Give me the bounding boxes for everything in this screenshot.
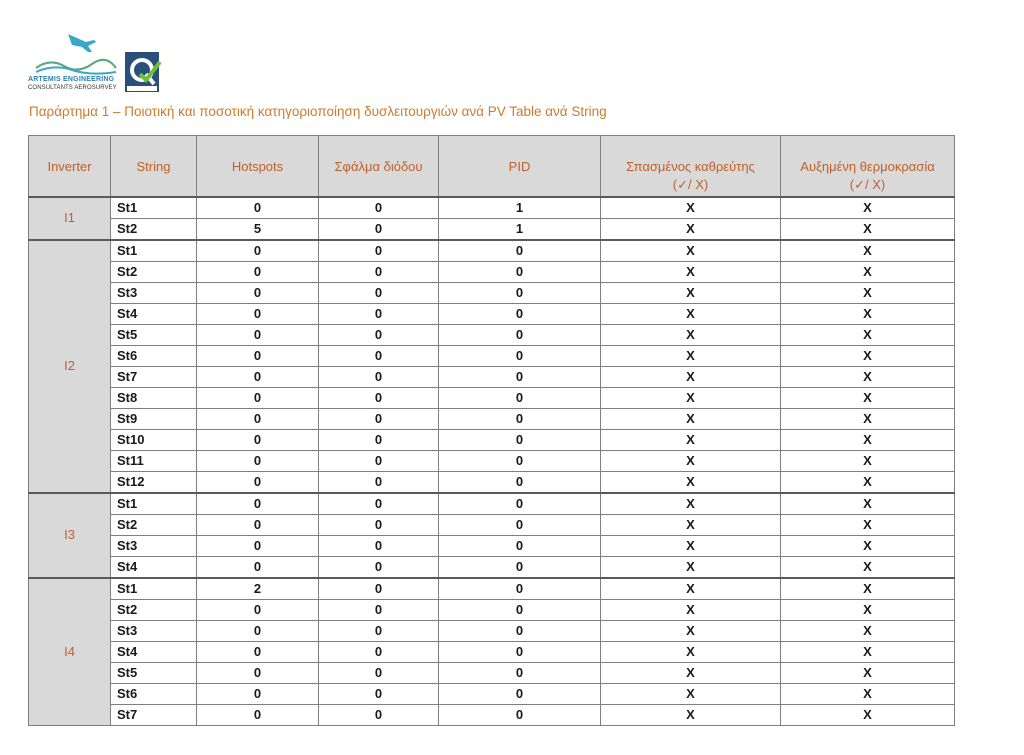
high-temperature-cell: X	[781, 620, 955, 641]
pid-cell: 0	[439, 662, 601, 683]
diode-fault-cell: 0	[319, 514, 439, 535]
fault-table	[28, 135, 955, 726]
pid-cell: 0	[439, 387, 601, 408]
string-cell: St7	[111, 366, 197, 387]
pid-cell: 0	[439, 514, 601, 535]
column-header-inverter: Inverter	[29, 136, 111, 197]
inverter-cell: I1	[29, 197, 111, 240]
broken-mirror-cell: X	[601, 450, 781, 471]
string-cell: St12	[111, 471, 197, 493]
hotspots-cell: 0	[197, 240, 319, 262]
quality-badge-icon	[125, 52, 160, 92]
column-header-diode-fault: Σφάλμα διόδου	[319, 136, 439, 197]
pid-cell: 0	[439, 429, 601, 450]
hotspots-cell: 5	[197, 218, 319, 240]
table-row	[29, 429, 955, 450]
broken-mirror-cell: X	[601, 240, 781, 262]
diode-fault-cell: 0	[319, 345, 439, 366]
broken-mirror-cell: X	[601, 366, 781, 387]
pid-cell: 1	[439, 218, 601, 240]
broken-mirror-cell: X	[601, 493, 781, 515]
hotspots-cell: 0	[197, 471, 319, 493]
table-row	[29, 303, 955, 324]
table-row	[29, 578, 955, 600]
diode-fault-cell: 0	[319, 471, 439, 493]
high-temperature-cell: X	[781, 197, 955, 219]
broken-mirror-cell: X	[601, 282, 781, 303]
pid-cell: 0	[439, 282, 601, 303]
inverter-cell: I2	[29, 240, 111, 493]
string-cell: St1	[111, 578, 197, 600]
broken-mirror-cell: X	[601, 704, 781, 725]
high-temperature-cell: X	[781, 218, 955, 240]
broken-mirror-cell: X	[601, 471, 781, 493]
table-row	[29, 408, 955, 429]
table-row	[29, 218, 955, 240]
table-body	[29, 197, 955, 726]
table-row	[29, 662, 955, 683]
diode-fault-cell: 0	[319, 493, 439, 515]
high-temperature-cell: X	[781, 429, 955, 450]
broken-mirror-cell: X	[601, 620, 781, 641]
string-cell: St3	[111, 620, 197, 641]
document-title: Παράρτημα 1 – Ποιοτική και ποσοτική κατηγοριοποίηση δυσλειτουργιών ανά PV Table ανά String	[29, 104, 607, 119]
pid-cell: 0	[439, 578, 601, 600]
diode-fault-cell: 0	[319, 197, 439, 219]
diode-fault-cell: 0	[319, 535, 439, 556]
hotspots-cell: 0	[197, 514, 319, 535]
table-row	[29, 599, 955, 620]
column-header-high-temperature: Αυξημένη θερμοκρασία (✓/ X)	[781, 136, 955, 197]
broken-mirror-cell: X	[601, 662, 781, 683]
diode-fault-cell: 0	[319, 261, 439, 282]
pid-cell: 0	[439, 240, 601, 262]
broken-mirror-cell: X	[601, 535, 781, 556]
string-cell: St8	[111, 387, 197, 408]
table-header-row	[29, 136, 955, 197]
broken-mirror-cell: X	[601, 218, 781, 240]
hotspots-cell: 2	[197, 578, 319, 600]
diode-fault-cell: 0	[319, 704, 439, 725]
column-header-pid: PID	[439, 136, 601, 197]
table-row	[29, 387, 955, 408]
column-header-hotspots: Hotspots	[197, 136, 319, 197]
high-temperature-cell: X	[781, 471, 955, 493]
hotspots-cell: 0	[197, 556, 319, 578]
high-temperature-cell: X	[781, 641, 955, 662]
company-logo	[28, 30, 168, 100]
high-temperature-cell: X	[781, 261, 955, 282]
string-cell: St4	[111, 556, 197, 578]
string-cell: St9	[111, 408, 197, 429]
diode-fault-cell: 0	[319, 578, 439, 600]
diode-fault-cell: 0	[319, 641, 439, 662]
diode-fault-cell: 0	[319, 450, 439, 471]
broken-mirror-cell: X	[601, 324, 781, 345]
hotspots-cell: 0	[197, 641, 319, 662]
table-row	[29, 450, 955, 471]
inverter-cell: I4	[29, 578, 111, 726]
pid-cell: 0	[439, 535, 601, 556]
column-header-string: String	[111, 136, 197, 197]
hotspots-cell: 0	[197, 366, 319, 387]
high-temperature-cell: X	[781, 599, 955, 620]
string-cell: St6	[111, 345, 197, 366]
table-row	[29, 641, 955, 662]
hotspots-cell: 0	[197, 599, 319, 620]
string-cell: St2	[111, 261, 197, 282]
broken-mirror-cell: X	[601, 408, 781, 429]
string-cell: St2	[111, 599, 197, 620]
high-temperature-cell: X	[781, 704, 955, 725]
string-cell: St5	[111, 662, 197, 683]
hotspots-cell: 0	[197, 704, 319, 725]
pid-cell: 0	[439, 704, 601, 725]
pid-cell: 0	[439, 599, 601, 620]
pid-cell: 0	[439, 556, 601, 578]
high-temperature-cell: X	[781, 514, 955, 535]
diode-fault-cell: 0	[319, 599, 439, 620]
broken-mirror-cell: X	[601, 641, 781, 662]
string-cell: St5	[111, 324, 197, 345]
company-name-line2: CONSULTANTS AEROSURVEY	[28, 85, 117, 91]
hotspots-cell: 0	[197, 345, 319, 366]
high-temperature-cell: X	[781, 662, 955, 683]
diode-fault-cell: 0	[319, 408, 439, 429]
table-row	[29, 345, 955, 366]
hotspots-cell: 0	[197, 282, 319, 303]
broken-mirror-cell: X	[601, 599, 781, 620]
broken-mirror-cell: X	[601, 197, 781, 219]
hotspots-cell: 0	[197, 324, 319, 345]
string-cell: St11	[111, 450, 197, 471]
hotspots-cell: 0	[197, 620, 319, 641]
table-row	[29, 620, 955, 641]
pid-cell: 0	[439, 324, 601, 345]
table-row	[29, 261, 955, 282]
pid-cell: 0	[439, 641, 601, 662]
pid-cell: 0	[439, 345, 601, 366]
string-cell: St6	[111, 683, 197, 704]
broken-mirror-cell: X	[601, 429, 781, 450]
column-header-broken-mirror: Σπασμένος καθρεύτης (✓/ X)	[601, 136, 781, 197]
table-row	[29, 197, 955, 219]
pid-cell: 0	[439, 261, 601, 282]
broken-mirror-cell: X	[601, 578, 781, 600]
hotspots-cell: 0	[197, 387, 319, 408]
string-cell: St2	[111, 218, 197, 240]
high-temperature-cell: X	[781, 535, 955, 556]
broken-mirror-cell: X	[601, 514, 781, 535]
hotspots-cell: 0	[197, 535, 319, 556]
high-temperature-cell: X	[781, 556, 955, 578]
company-name-line1: ARTEMIS ENGINEERING	[28, 76, 115, 83]
diode-fault-cell: 0	[319, 324, 439, 345]
table-row	[29, 704, 955, 725]
diode-fault-cell: 0	[319, 429, 439, 450]
airplane-icon	[68, 34, 96, 52]
diode-fault-cell: 0	[319, 282, 439, 303]
table-row	[29, 683, 955, 704]
high-temperature-cell: X	[781, 303, 955, 324]
high-temperature-cell: X	[781, 683, 955, 704]
string-cell: St10	[111, 429, 197, 450]
string-cell: St3	[111, 282, 197, 303]
table-row	[29, 556, 955, 578]
table-row	[29, 240, 955, 262]
broken-mirror-cell: X	[601, 683, 781, 704]
hotspots-cell: 0	[197, 303, 319, 324]
pid-cell: 0	[439, 366, 601, 387]
string-cell: St2	[111, 514, 197, 535]
table-row	[29, 514, 955, 535]
broken-mirror-cell: X	[601, 303, 781, 324]
pid-cell: 0	[439, 493, 601, 515]
hotspots-cell: 0	[197, 197, 319, 219]
pid-cell: 0	[439, 450, 601, 471]
broken-mirror-cell: X	[601, 387, 781, 408]
broken-mirror-cell: X	[601, 556, 781, 578]
inverter-cell: I3	[29, 493, 111, 578]
diode-fault-cell: 0	[319, 218, 439, 240]
diode-fault-cell: 0	[319, 620, 439, 641]
diode-fault-cell: 0	[319, 683, 439, 704]
high-temperature-cell: X	[781, 387, 955, 408]
high-temperature-cell: X	[781, 345, 955, 366]
pid-cell: 0	[439, 620, 601, 641]
diode-fault-cell: 0	[319, 366, 439, 387]
high-temperature-cell: X	[781, 408, 955, 429]
hotspots-cell: 0	[197, 261, 319, 282]
diode-fault-cell: 0	[319, 387, 439, 408]
high-temperature-cell: X	[781, 493, 955, 515]
string-cell: St7	[111, 704, 197, 725]
broken-mirror-cell: X	[601, 345, 781, 366]
hotspots-cell: 0	[197, 408, 319, 429]
diode-fault-cell: 0	[319, 662, 439, 683]
string-cell: St1	[111, 493, 197, 515]
table-row	[29, 493, 955, 515]
hotspots-cell: 0	[197, 493, 319, 515]
diode-fault-cell: 0	[319, 240, 439, 262]
string-cell: St1	[111, 197, 197, 219]
high-temperature-cell: X	[781, 450, 955, 471]
diode-fault-cell: 0	[319, 556, 439, 578]
table-row	[29, 535, 955, 556]
high-temperature-cell: X	[781, 240, 955, 262]
table-row	[29, 471, 955, 493]
pid-cell: 0	[439, 471, 601, 493]
broken-mirror-cell: X	[601, 261, 781, 282]
hotspots-cell: 0	[197, 450, 319, 471]
string-cell: St3	[111, 535, 197, 556]
table-row	[29, 282, 955, 303]
table-row	[29, 366, 955, 387]
high-temperature-cell: X	[781, 282, 955, 303]
pid-cell: 0	[439, 303, 601, 324]
string-cell: St4	[111, 303, 197, 324]
hotspots-cell: 0	[197, 662, 319, 683]
hotspots-cell: 0	[197, 429, 319, 450]
pid-cell: 0	[439, 408, 601, 429]
high-temperature-cell: X	[781, 578, 955, 600]
string-cell: St1	[111, 240, 197, 262]
string-cell: St4	[111, 641, 197, 662]
high-temperature-cell: X	[781, 366, 955, 387]
pid-cell: 0	[439, 683, 601, 704]
table-row	[29, 324, 955, 345]
high-temperature-cell: X	[781, 324, 955, 345]
diode-fault-cell: 0	[319, 303, 439, 324]
pid-cell: 1	[439, 197, 601, 219]
hotspots-cell: 0	[197, 683, 319, 704]
